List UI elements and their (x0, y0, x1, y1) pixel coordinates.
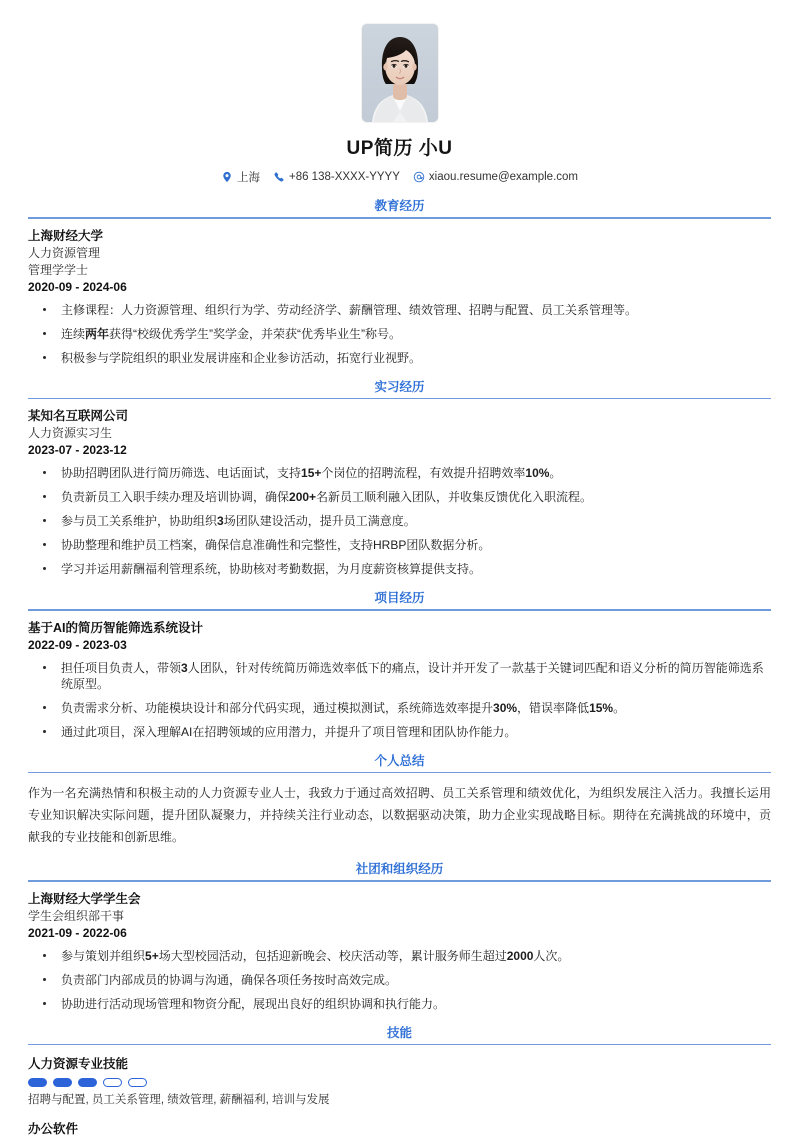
email-at-icon (413, 171, 425, 183)
section-title-skills: 技能 (386, 1025, 412, 1040)
section-divider (28, 398, 771, 400)
list-item: 积极参与学院组织的职业发展讲座和企业参访活动，拓宽行业视野。 (28, 350, 771, 366)
avatar (362, 24, 438, 122)
contact-row (28, 169, 771, 185)
section-title-education: 教育经历 (374, 199, 425, 213)
section-internship (28, 380, 771, 578)
skill-block-office (28, 1119, 771, 1139)
list-item: 负责新员工入职手续办理及培训协调，确保200+名新员工顺利融入团队，并收集反馈优化入职流程。 (28, 489, 771, 505)
skill-level-meter (28, 1078, 771, 1087)
page-title: UP简历 小U (346, 138, 453, 159)
entry-education-0 (28, 228, 771, 366)
entry-organization: 上海财经大学学生会 (28, 891, 141, 906)
entry-degree: 管理学学士 (28, 262, 89, 277)
list-item: 主修课程：人力资源管理、组织行为学、劳动经济学、薪酬管理、绩效管理、招聘与配置、员工关系管理等。 (28, 302, 771, 318)
entry-organization: 上海财经大学 (28, 228, 104, 243)
entry-date: 2022-09 - 2023-03 (28, 637, 127, 652)
skill-pill-empty (128, 1078, 147, 1087)
section-divider (28, 609, 771, 611)
section-title-internship: 实习经历 (374, 379, 425, 394)
summary-paragraph: 作为一名充满热情和积极主动的人力资源专业人士，我致力于通过高效招聘、员工关系管理和绩效优化，为组织发展注入活力。我擅长运用专业知识解决实际问题，提升团队凝聚力，并持续关注行业动态，以数据驱动决策，助力企业实现战略目标。期待在充满挑战的环境中，贡献我的专业技能和创新思维。 (28, 786, 771, 844)
location-pin-icon (221, 171, 233, 183)
phone-icon (273, 171, 285, 183)
entry-bullets (28, 302, 771, 366)
skill-block-hr (28, 1054, 771, 1109)
list-item: 协助整理和维护员工档案，确保信息准确性和完整性，支持HRBP团队数据分析。 (28, 537, 771, 553)
entry-bullets (28, 660, 771, 740)
skill-pill-filled (78, 1078, 97, 1087)
contact-phone-text: +86 138-XXXX-YYYY (288, 171, 400, 183)
skill-pill-empty (103, 1078, 122, 1087)
section-divider (28, 217, 771, 219)
list-item: 参与策划并组织5+场大型校园活动，包括迎新晚会、校庆活动等，累计服务师生超过2000人次。 (28, 948, 771, 964)
section-title-organizations: 社团和组织经历 (355, 862, 444, 876)
contact-phone (273, 171, 400, 183)
section-organizations (28, 862, 771, 1012)
portrait-photo-icon (362, 24, 438, 122)
section-skills (28, 1026, 771, 1140)
contact-email (413, 171, 578, 183)
entry-project-name: 基于AI的简历智能筛选系统设计 (28, 620, 204, 635)
entry-project-0 (28, 620, 771, 740)
list-item: 负责部门内部成员的协调与沟通，确保各项任务按时高效完成。 (28, 972, 771, 988)
list-item: 连续两年获得“校级优秀学生”奖学金，并荣获“优秀毕业生”称号。 (28, 326, 771, 342)
list-item: 协助招聘团队进行简历筛选、电话面试，支持15+个岗位的招聘流程，有效提升招聘效率10%。 (28, 465, 771, 481)
skill-pill-filled (53, 1078, 72, 1087)
entry-date: 2023-07 - 2023-12 (28, 443, 127, 457)
entry-role: 学生会组织部干事 (28, 908, 125, 923)
entry-internship-0 (28, 408, 771, 577)
skill-pill-filled (28, 1078, 47, 1087)
resume-header (28, 20, 771, 185)
entry-bullets (28, 465, 771, 577)
section-divider (28, 772, 771, 774)
entry-organization-0 (28, 891, 771, 1012)
entry-role: 人力资源实习生 (28, 426, 113, 440)
section-title-summary: 个人总结 (374, 753, 425, 768)
entry-bullets (28, 948, 771, 1012)
list-item: 通过此项目，深入理解AI在招聘领域的应用潜力，并提升了项目管理和团队协作能力。 (28, 724, 771, 740)
skill-items: 招聘与配置, 员工关系管理, 绩效管理, 薪酬福利, 培训与发展 (28, 1094, 330, 1106)
list-item: 负责需求分析、功能模块设计和部分代码实现，通过模拟测试，系统筛选效率提升30%，错误率降低15%。 (28, 700, 771, 716)
skill-name: 人力资源专业技能 (28, 1057, 129, 1071)
entry-role: 人力资源管理 (28, 245, 101, 260)
section-title-projects: 项目经历 (374, 591, 425, 605)
section-summary (28, 754, 771, 849)
list-item: 学习并运用薪酬福利管理系统，协助核对考勤数据，为月度薪资核算提供支持。 (28, 561, 771, 577)
section-education (28, 199, 771, 366)
section-divider (28, 880, 771, 882)
contact-location (221, 169, 260, 185)
entry-organization: 某知名互联网公司 (28, 409, 129, 423)
spacer (28, 1111, 771, 1119)
contact-location-text: 上海 (236, 172, 260, 184)
list-item: 协助进行活动现场管理和物资分配，展现出良好的组织协调和执行能力。 (28, 996, 771, 1012)
section-projects (28, 591, 771, 740)
entry-date: 2021-09 - 2022-06 (28, 925, 127, 940)
contact-email-text: xiaou.resume@example.com (428, 171, 579, 183)
photo-container (28, 24, 771, 122)
list-item: 参与员工关系维护，协助组织3场团队建设活动，提升员工满意度。 (28, 513, 771, 529)
entry-date: 2020-09 - 2024-06 (28, 279, 127, 294)
section-divider (28, 1044, 771, 1046)
skill-name: 办公软件 (28, 1122, 79, 1136)
list-item: 担任项目负责人，带领3人团队，针对传统简历筛选效率低下的痛点，设计并开发了一款基于关键词匹配和语义分析的简历智能筛选系统原型。 (28, 660, 771, 692)
